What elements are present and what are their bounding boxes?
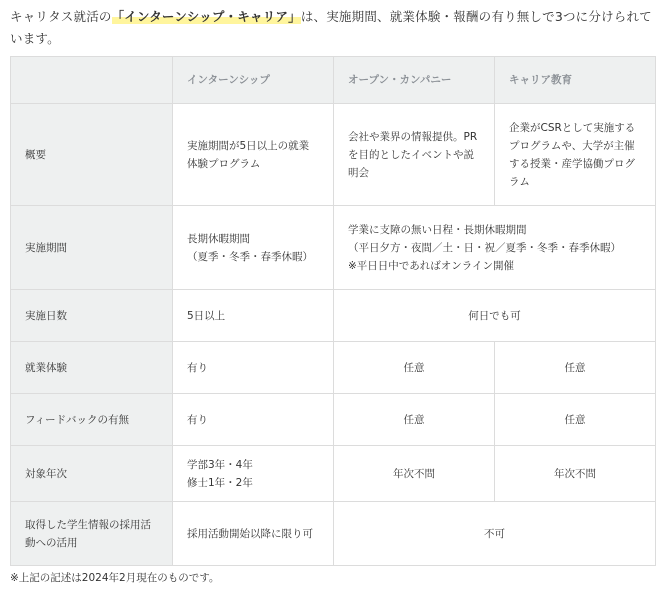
intro-text (10, 6, 655, 50)
cell-target-year-internship-line1: 学部3年・4年 (187, 458, 253, 471)
table-header-row (11, 57, 656, 104)
table-row-target-year (11, 446, 656, 502)
cell-feedback-internship: 有り (173, 394, 334, 446)
cell-work-experience-career-education: 任意 (495, 342, 656, 394)
table-row-overview (11, 104, 656, 206)
cell-work-experience-open-company: 任意 (334, 342, 495, 394)
table-row-feedback (11, 394, 656, 446)
table-row-recruiting-use (11, 502, 656, 566)
intro-highlight: 「インターンシップ・キャリア」 (111, 9, 301, 24)
cell-period-shared-line3: ※平日日中であればオンライン開催 (348, 259, 514, 272)
row-label-overview: 概要 (11, 104, 173, 206)
header-open-company: オープン・カンパニー (334, 57, 495, 104)
cell-overview-internship: 実施期間が5日以上の就業体験プログラム (173, 104, 334, 206)
table-row-days (11, 290, 656, 342)
header-empty-cell (11, 57, 173, 104)
cell-period-shared-line1: 学業に支障の無い日程・長期休暇期間 (348, 223, 527, 236)
header-internship: インターンシップ (173, 57, 334, 104)
row-label-work-experience: 就業体験 (11, 342, 173, 394)
row-label-period: 実施期間 (11, 206, 173, 290)
cell-period-internship (173, 206, 334, 290)
row-label-feedback: フィードバックの有無 (11, 394, 173, 446)
row-label-days: 実施日数 (11, 290, 173, 342)
cell-period-internship-line1: 長期休暇期間 (187, 232, 250, 245)
cell-target-year-career-education: 年次不問 (495, 446, 656, 502)
intro-suffix: は、実施期間、就業体験・報酬の有り無しで3つに分けられています。 (10, 9, 652, 46)
cell-period-shared-line2: （平日夕方・夜間／土・日・祝／夏季・冬季・春季休暇） (348, 241, 621, 254)
cell-feedback-open-company: 任意 (334, 394, 495, 446)
cell-target-year-open-company: 年次不問 (334, 446, 495, 502)
cell-work-experience-internship: 有り (173, 342, 334, 394)
cell-feedback-career-education: 任意 (495, 394, 656, 446)
table-row-period (11, 206, 656, 290)
cell-period-internship-line2: （夏季・冬季・春季休暇） (187, 250, 313, 263)
row-label-target-year: 対象年次 (11, 446, 173, 502)
comparison-table (10, 56, 656, 566)
footnote: ※上記の記述は2024年2月現在のものです。 (10, 572, 220, 584)
cell-target-year-internship-line2: 修士1年・2年 (187, 476, 253, 489)
cell-recruiting-use-internship: 採用活動開始以降に限り可 (173, 502, 334, 566)
cell-target-year-internship (173, 446, 334, 502)
cell-days-shared: 何日でも可 (334, 290, 656, 342)
table-row-work-experience (11, 342, 656, 394)
intro-prefix: キャリタス就活の (10, 9, 112, 24)
cell-recruiting-use-shared: 不可 (334, 502, 656, 566)
row-label-recruiting-use: 取得した学生情報の採用活動への活用 (11, 502, 173, 566)
header-career-education: キャリア教育 (495, 57, 656, 104)
cell-period-shared (334, 206, 656, 290)
cell-overview-open-company: 会社や業界の情報提供。PRを目的としたイベントや説明会 (334, 104, 495, 206)
cell-overview-career-education: 企業がCSRとして実施するプログラムや、大学が主催する授業・産学協働プログラム (495, 104, 656, 206)
cell-days-internship: 5日以上 (173, 290, 334, 342)
